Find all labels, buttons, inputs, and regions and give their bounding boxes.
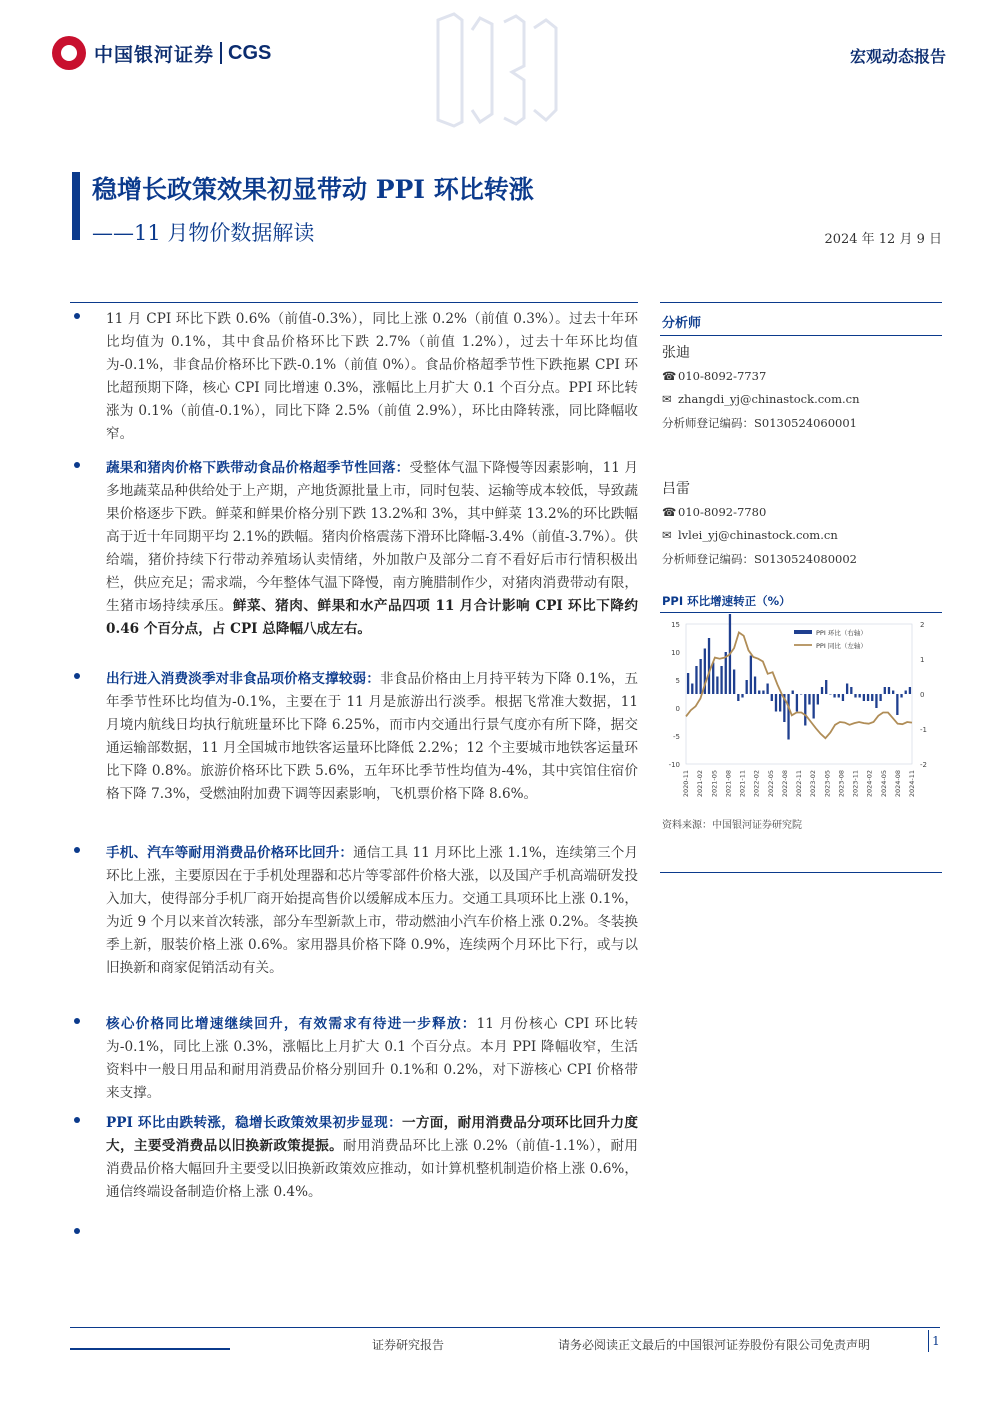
ppi-mom-bar: [762, 691, 764, 695]
analyst-heading: 分析师: [662, 316, 702, 331]
right-tick-label: 2: [920, 621, 925, 629]
ppi-mom-bar: [875, 694, 877, 708]
analyst-name: 吕雷: [662, 481, 690, 497]
paragraph-emphasis: 一方面，耐用消费品分项环比回升力度大，主要受消费品以旧换新政策提振。: [106, 1115, 639, 1154]
logo-separator: [220, 42, 222, 64]
legend-label: PPI 同比（左轴）: [816, 642, 867, 650]
ppi-mom-bar: [850, 687, 852, 694]
paragraph-durables: [70, 842, 638, 980]
ppi-mom-bar: [854, 694, 856, 698]
analyst-registration: 分析师登记编码：S0130524060001: [662, 416, 857, 430]
ppi-mom-bar: [787, 694, 789, 740]
x-tick-label: 2023-08: [837, 770, 846, 798]
footer-label: 证券研究报告: [372, 1338, 445, 1352]
sidebar-bottom-rule: [660, 872, 942, 873]
paragraph-emphasis: 鲜菜、猪肉、鲜果和水产品四项 11 月合计影响 CPI 环比下降约 0.46 个百分点，占 CPI 总降幅八成左右。: [106, 598, 639, 637]
ppi-yoy-line: [686, 632, 912, 738]
logo-mark-icon: [52, 36, 86, 70]
ppi-mom-bar: [879, 694, 881, 701]
ppi-mom-bar: [720, 666, 722, 694]
ppi-mom-bar: [905, 691, 907, 695]
report-type-label: 宏观动态报告: [849, 47, 946, 66]
paragraph-lead: PPI 环比由跌转涨，稳增长政策效果初步显现：: [106, 1115, 402, 1131]
paragraph-body: 通信工具 11 月环比上涨 1.1%，连续第三个月环比上涨，主要原因在于手机处理器和芯片等零部件价格大涨，以及国产手机高端研发投入加大，使得部分手机厂商开始提高售价以缓解成本压力。交通工具项环比上涨 0.1%，为近 9 个月以来首次转涨，部分车型新款上市，带动燃油小汽车价格上涨 0.2%。冬装换季上新，服装价格上涨 0.6%。家用器具价格下降 0.9%，连续两个月环比下行，或与以旧换新和商家促销活动有关。: [106, 845, 639, 976]
x-tick-label: 2020-11: [682, 770, 690, 798]
ppi-mom-bar: [737, 694, 739, 701]
right-tick-label: 0: [920, 691, 925, 699]
ppi-mom-bar: [796, 694, 798, 712]
phone-icon: ☎: [662, 505, 677, 519]
x-tick-label: 2021-08: [724, 770, 733, 798]
x-tick-label: 2021-02: [696, 770, 705, 798]
left-tick-label: -10: [668, 761, 680, 769]
analyst-phone: ☎ 010-8092-7737: [662, 369, 767, 383]
paragraph-lead: 蔬果和猪肉价格下跌带动食品价格超季节性回落：: [106, 460, 410, 476]
left-tick-label: 10: [671, 649, 680, 657]
bullet-icon: [74, 313, 80, 319]
ppi-mom-bar: [808, 694, 810, 705]
paragraph-summary: [70, 308, 638, 446]
paragraph-lead: 手机、汽车等耐用消费品价格环比回升：: [106, 845, 354, 861]
ppi-mom-bar: [804, 694, 806, 726]
x-tick-label: 2022-11: [795, 770, 803, 798]
x-tick-label: 2024-11: [908, 770, 916, 798]
report-subtitle: ——11 月物价数据解读: [92, 221, 315, 245]
ppi-mom-bar: [909, 687, 911, 694]
footer-disclaimer: 请务必阅读正文最后的中国银河证券股份有限公司免责声明: [558, 1338, 871, 1352]
ppi-mom-bar: [750, 656, 752, 695]
paragraph-body: 耐用消费品环比上涨 0.2%（前值-1.1%），耐用消费品价格大幅回升主要受以旧换新政策效应推动，如计算机整机制造价格上涨 0.6%，通信终端设备制造价格上涨 0.4%。: [106, 1138, 638, 1200]
ppi-mom-bar: [867, 694, 869, 701]
x-tick-label: 2023-05: [823, 770, 832, 798]
analyst-email[interactable]: ✉ lvlei_yj@chinastock.com.cn: [662, 528, 838, 542]
cgs-watermark-icon: [432, 10, 562, 128]
ppi-mom-bar: [741, 694, 743, 698]
page-number: 1: [928, 1330, 943, 1352]
logo-brand: CGS: [228, 41, 272, 64]
ppi-mom-bar: [888, 687, 890, 694]
main-top-rule: [70, 302, 638, 303]
ppi-chart: [660, 614, 942, 822]
ppi-mom-bar: [833, 694, 835, 698]
ppi-mom-bar: [825, 680, 827, 694]
x-tick-label: 2021-05: [710, 770, 719, 798]
analyst-registration: 分析师登记编码：S0130524080002: [662, 552, 857, 566]
ppi-mom-bar: [695, 666, 697, 694]
x-tick-label: 2024-05: [879, 770, 888, 798]
x-tick-label: 2022-05: [766, 770, 775, 798]
ppi-mom-bar: [792, 691, 794, 695]
paragraph-food-prices: [70, 457, 638, 641]
ppi-mom-bar: [817, 694, 819, 705]
analyst-phone: ☎ 010-8092-7780: [662, 505, 767, 519]
right-tick-label: 1: [920, 656, 925, 664]
ppi-mom-bar: [758, 691, 760, 695]
logo-text: 中国银河证券: [94, 43, 215, 66]
paragraph-core-cpi: [70, 1013, 638, 1105]
ppi-mom-bar: [775, 694, 777, 712]
chart-title: PPI 环比增速转正（%）: [662, 594, 791, 608]
left-tick-label: 15: [671, 621, 680, 629]
ppi-mom-bar: [754, 677, 756, 695]
legend-label: PPI 环比（右轴）: [816, 629, 867, 637]
x-tick-label: 2022-02: [752, 770, 761, 798]
ppi-mom-bar: [687, 673, 689, 694]
ppi-mom-bar: [884, 687, 886, 694]
paragraph-lead: 出行进入消费淡季对非食品项价格支撑较弱：: [106, 671, 380, 687]
x-tick-label: 2022-08: [780, 770, 789, 798]
ppi-mom-bar: [800, 694, 802, 695]
legend-swatch-bar: [794, 630, 812, 634]
right-tick-label: -1: [920, 726, 927, 734]
ppi-mom-bar: [746, 680, 748, 694]
ppi-mom-bar: [846, 684, 848, 695]
right-tick-label: -2: [920, 761, 927, 769]
bullet-icon: [74, 847, 80, 853]
bullet-icon: [74, 1117, 80, 1123]
ppi-mom-bar: [716, 677, 718, 695]
ppi-mom-bar: [842, 694, 844, 701]
analyst-email[interactable]: ✉ zhangdi_yj@chinastock.com.cn: [662, 392, 860, 406]
ppi-mom-bar: [779, 694, 781, 712]
left-tick-label: -5: [673, 733, 680, 741]
company-logo: [52, 36, 271, 70]
analyst-name: 张迪: [662, 345, 690, 361]
ppi-mom-bar: [896, 694, 898, 715]
x-tick-label: 2023-11: [851, 770, 860, 798]
report-title: 稳增长政策效果初显带动 PPI 环比转涨: [92, 175, 534, 204]
ppi-mom-bar: [771, 694, 773, 701]
ppi-mom-bar: [863, 694, 865, 701]
bullet-icon: [74, 462, 80, 468]
chart-title-rule: [660, 612, 942, 613]
footer-accent: [70, 1348, 230, 1350]
x-tick-label: 2024-08: [893, 770, 902, 798]
left-tick-label: 0: [675, 705, 680, 713]
x-tick-label: 2023-02: [809, 770, 818, 798]
bullet-icon: [74, 673, 80, 679]
paragraph-lead: 核心价格同比增速继续回升，有效需求有待进一步释放：: [106, 1016, 477, 1032]
ppi-mom-bar: [766, 684, 768, 695]
bullet-icon: [74, 1018, 80, 1024]
ppi-mom-bar: [812, 694, 814, 719]
ppi-mom-bar: [892, 691, 894, 695]
ppi-mom-bar: [699, 659, 701, 694]
sidebar-top-rule: [660, 302, 942, 303]
ppi-mom-bar: [821, 687, 823, 694]
x-tick-label: 2024-02: [865, 770, 874, 798]
email-icon: ✉: [662, 528, 672, 542]
ppi-mom-bar: [838, 694, 840, 698]
phone-icon: ☎: [662, 369, 677, 383]
ppi-mom-bar: [829, 694, 831, 695]
ppi-mom-bar: [733, 670, 735, 695]
ppi-mom-bar: [871, 694, 873, 701]
x-tick-label: 2021-11: [738, 770, 747, 798]
report-date: 2024 年 12 月 9 日: [824, 232, 942, 247]
empty-bullet-icon: [74, 1228, 80, 1234]
paragraph-body: 11 月 CPI 环比下跌 0.6%（前值-0.3%），同比上涨 0.2%（前值 0.3%）。过去十年环比均值为 0.1%，其中食品价格环比下跌 2.7%（前值 1.2%），过去十年环比均值为-0.1%，非食品价格环比下跌-0.1%（前值 0%）。食品价格超季节性下跌拖累 CPI 环比超预期下降，核心 CPI 同比增速 0.3%，涨幅比上月扩大 0.1 个百分点。PPI 环比转涨为 0.1%（前值-0.1%），同比下降 2.5%（前值 2.9%），环比由降转涨，同比降幅收窄。: [106, 311, 638, 442]
email-icon: ✉: [662, 392, 672, 406]
paragraph-body: 非食品价格由上月持平转为下降 0.1%，五年季节性环比均值为-0.1%，主要在于 11 月是旅游出行淡季。根据飞常准大数据，11 月境内航线日均执行航班量环比下降 6.25%，而市内交通出行景气度亦有所下降，据交通运输部数据，11 月全国城市地铁客运量环比降低 2.2%；12 个主要城市地铁客运量环比下降 0.8%。旅游价格环比下跌 5.6%，五年环比季节性均值为-4%，其中宾馆住宿价格下降 7.3%，受燃油附加费下调等因素影响，飞机票价格下降 8.6%。: [106, 671, 639, 802]
ppi-mom-bar: [691, 684, 693, 695]
ppi-mom-bar: [708, 638, 710, 694]
ppi-mom-bar: [900, 694, 902, 698]
paragraph-body: 11 月份核心 CPI 环比转为-0.1%，同比上涨 0.3%，涨幅比上月扩大 0.1 个百分点。本月 PPI 降幅收窄，生活资料中一般日用品和耐用消费品价格分别回升 0.1%和 0.2%，对下游核心 CPI 价格带来支撑。: [106, 1016, 638, 1101]
footer-rule: [70, 1327, 940, 1328]
paragraph-body: 受整体气温下降慢等因素影响，11 月多地蔬菜品种供给处于上产期，产地货源批量上市，同时包装、运输等成本较低，导致蔬果价格逐步下跌。鲜菜和鲜果价格分别下跌 13.2%和 3%，其中鲜菜 13.2%的环比跌幅高于近十年同期平均 2.1%的跌幅。猪肉价格震荡下滑环比降幅-3.4%（前值-3.7%）。供给端，猪价持续下行带动养殖场认卖情绪，外加散户及部分二育不看好后市行情积极出栏，供应充足；需求端，今年整体气温下降慢，南方腌腊制作少，对猪肉消费带动有限，生猪市场持续承压。: [106, 460, 638, 614]
paragraph-ppi: [70, 1112, 638, 1204]
title-accent-bar: [72, 172, 80, 240]
chart-source: 资料来源：中国银河证券研究院: [662, 820, 802, 831]
left-tick-label: 5: [675, 677, 680, 685]
analyst-heading-rule: [660, 335, 942, 336]
paragraph-nonfood-prices: [70, 668, 638, 806]
ppi-mom-bar: [859, 694, 861, 698]
ppi-mom-bar: [712, 663, 714, 695]
